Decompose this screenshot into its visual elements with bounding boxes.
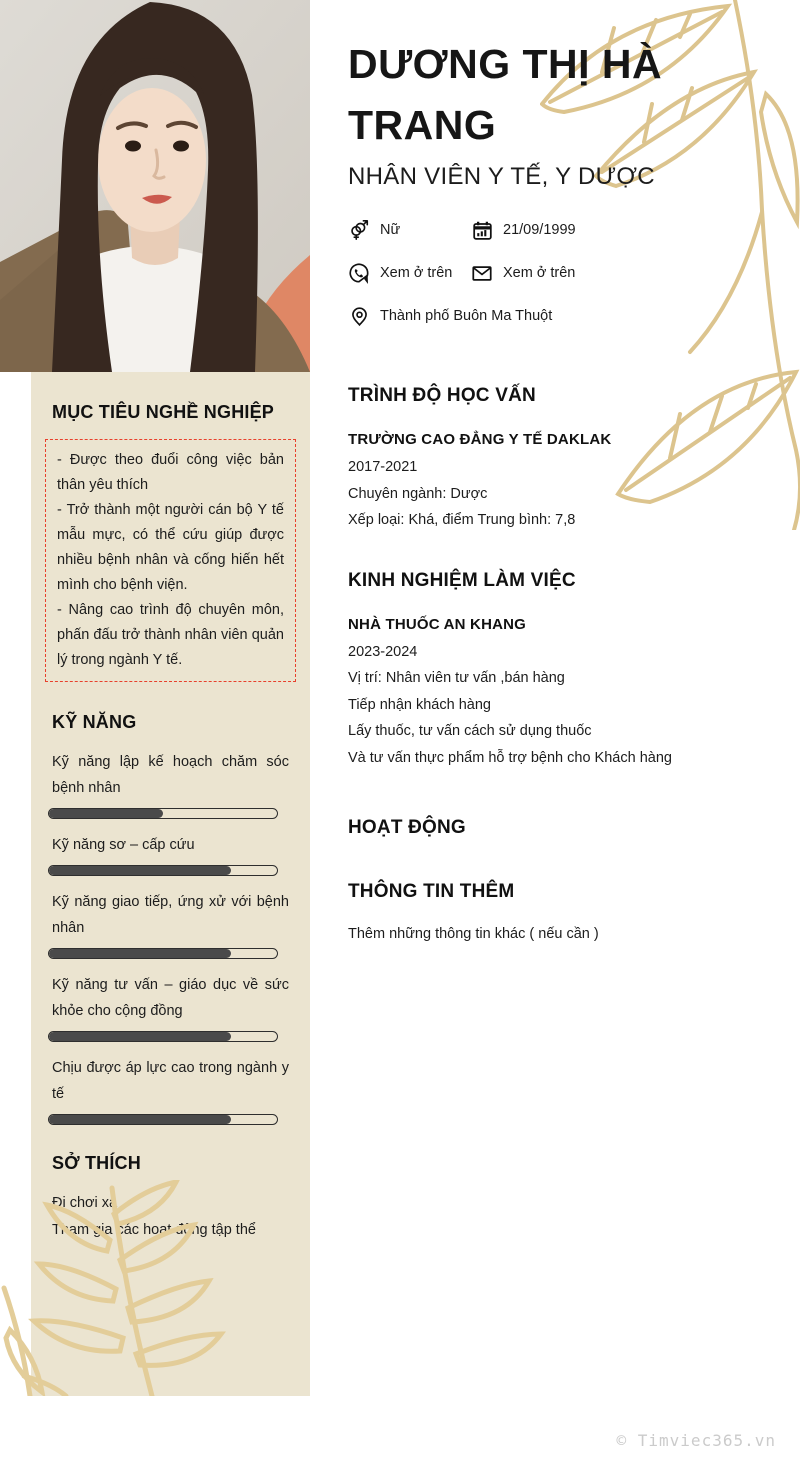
objective-section [52, 402, 289, 682]
skills-section [52, 712, 289, 1125]
objective-heading: MỤC TIÊU NGHỀ NGHIỆP [52, 402, 275, 422]
objective-box [45, 439, 296, 682]
skill-label: Kỹ năng lập kế hoạch chăm sóc bệnh nhân [52, 754, 289, 796]
education-detail-line: Chuyên ngành: Dược [348, 485, 488, 502]
address-value: Thành phố Buôn Ma Thuột [380, 308, 553, 325]
phone-value: Xem ở trên [380, 265, 453, 282]
info-email [471, 262, 575, 284]
sidebar [31, 372, 310, 1396]
objective-line: - Được theo đuổi công việc bản thân yêu thích [57, 452, 284, 493]
email-icon [471, 262, 493, 284]
skill-bar-fill [49, 866, 231, 875]
skill-bar-track [48, 948, 278, 959]
hobbies-list [52, 1190, 289, 1244]
skill-label: Kỹ năng sơ – cấp cứu [52, 837, 195, 853]
skill-bar-fill [49, 1032, 231, 1041]
hobby-line: Tham gia các hoạt động tập thể [52, 1222, 256, 1238]
portrait-illustration [0, 0, 310, 372]
objective-line: - Trở thành một người cán bộ Y tế mẫu mực, có thể cứu giúp được nhiều bệnh nhân và cống hiến hết mình cho bệnh viện. [57, 502, 284, 593]
skill-bar-track [48, 1114, 278, 1125]
skills-list [52, 749, 289, 1125]
dob-value: 21/09/1999 [503, 222, 576, 239]
additional-section [348, 881, 794, 948]
profile-photo [0, 0, 310, 372]
skill-bar-track [48, 808, 278, 819]
experience-heading: KINH NGHIỆM LÀM VIỆC [348, 569, 576, 591]
skill-bar-fill [49, 949, 231, 958]
experience-period: 2023-2024 [348, 643, 418, 660]
contact-info [348, 219, 794, 327]
info-phone [348, 262, 471, 284]
gender-value: Nữ [380, 222, 401, 239]
hobbies-section [52, 1153, 289, 1244]
info-dob [471, 219, 576, 241]
name-heading: DƯƠNG THỊ HÀ TRANG [348, 41, 663, 148]
skill-label: Kỹ năng giao tiếp, ứng xử với bệnh nhân [52, 894, 289, 936]
education-school: TRƯỜNG CAO ĐẲNG Y TẾ DAKLAK [348, 431, 612, 448]
education-detail-line: Xếp loại: Khá, điểm Trung bình: 7,8 [348, 512, 576, 528]
skill-label: Kỹ năng tư vấn – giáo dục về sức khỏe cho cộng đồng [52, 977, 289, 1019]
skill-item [52, 972, 289, 1042]
header [348, 34, 794, 327]
skill-item [52, 889, 289, 959]
education-heading: TRÌNH ĐỘ HỌC VẤN [348, 385, 536, 406]
activities-section [348, 817, 794, 839]
experience-detail-line: Và tư vấn thực phẩm hỗ trợ bệnh cho Khách hàng [348, 749, 672, 766]
skill-bar-fill [49, 1115, 231, 1124]
phone-icon [348, 262, 370, 284]
hobby-line: Đi chơi xa [52, 1195, 118, 1211]
objective-line: - Nâng cao trình độ chuyên môn, phấn đấu trở thành nhân viên quản lý trong ngành Y tế. [57, 602, 284, 668]
experience-detail-line: Tiếp nhận khách hàng [348, 696, 491, 713]
skill-item [52, 749, 289, 819]
experience-company: NHÀ THUỐC AN KHANG [348, 615, 527, 633]
skill-bar-fill [49, 809, 163, 818]
hobbies-heading: SỞ THÍCH [52, 1153, 141, 1173]
activities-heading: HOẠT ĐỘNG [348, 817, 466, 838]
watermark: © Timviec365.vn [616, 1431, 776, 1450]
experience-details [348, 665, 794, 771]
experience-section [348, 570, 794, 772]
job-title: NHÂN VIÊN Y TẾ, Y DƯỢC [348, 163, 655, 191]
experience-detail-line: Vị trí: Nhân viên tư vấn ,bán hàng [348, 670, 565, 686]
education-details [348, 481, 794, 534]
additional-note: Thêm những thông tin khác ( nếu cần ) [348, 926, 599, 942]
education-section [348, 385, 794, 534]
skill-bar-track [48, 865, 278, 876]
gender-icon [348, 219, 370, 241]
info-address [348, 305, 552, 327]
main-column [348, 385, 794, 948]
skill-item [52, 1055, 289, 1125]
additional-heading: THÔNG TIN THÊM [348, 881, 515, 902]
experience-detail-line: Lấy thuốc, tư vấn cách sử dụng thuốc [348, 723, 592, 739]
skill-item [52, 832, 289, 876]
skill-bar-track [48, 1031, 278, 1042]
education-period: 2017-2021 [348, 459, 418, 475]
location-icon [348, 305, 370, 327]
info-gender [348, 219, 471, 241]
email-value: Xem ở trên [503, 265, 576, 282]
calendar-icon [471, 219, 493, 241]
skill-label: Chịu được áp lực cao trong ngành y tế [52, 1060, 289, 1102]
skills-heading: KỸ NĂNG [52, 712, 137, 732]
